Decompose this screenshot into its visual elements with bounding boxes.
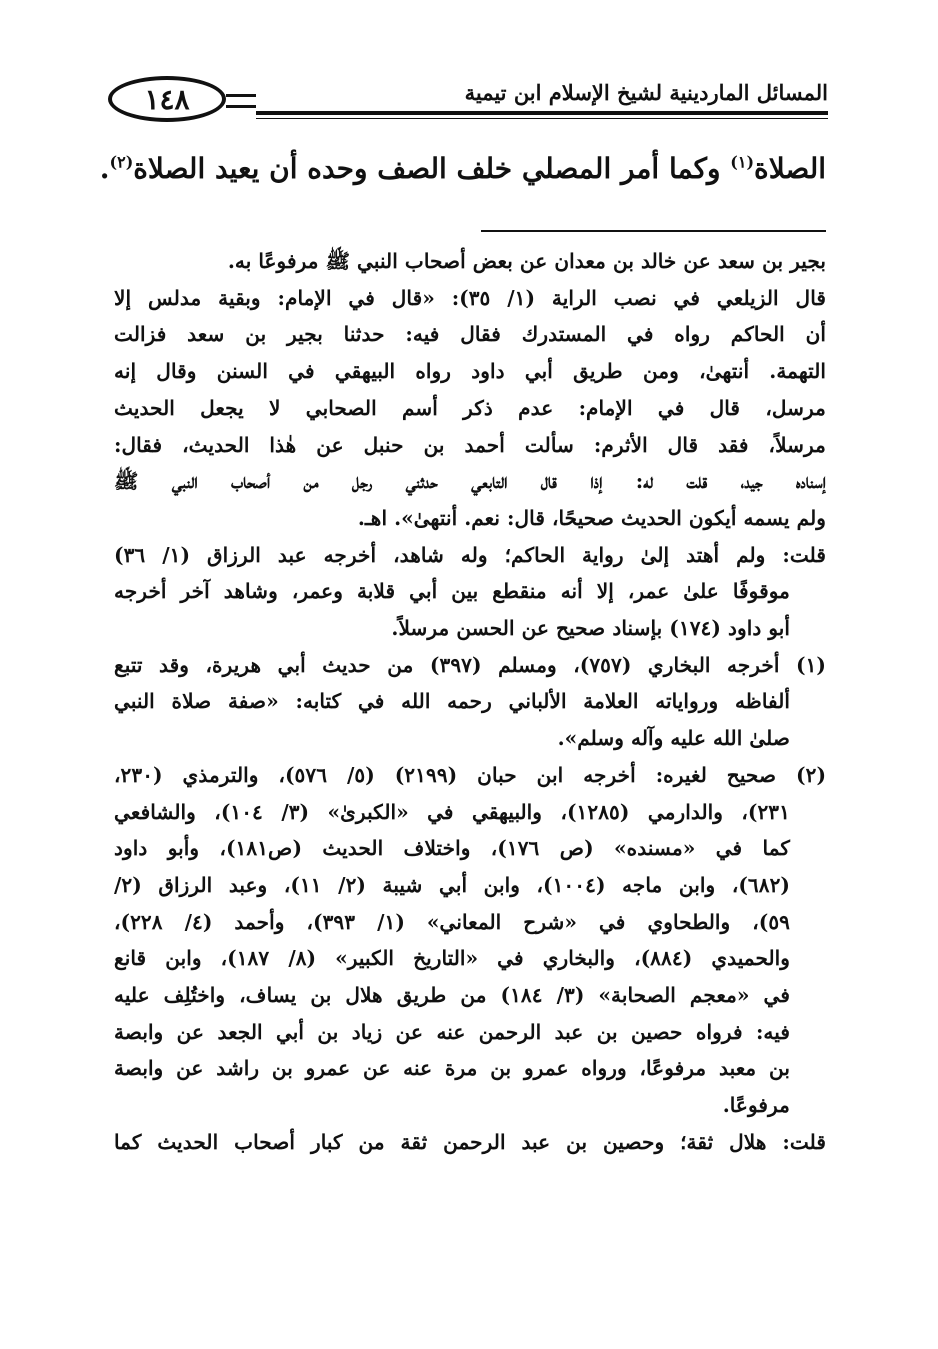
footnote-line: والحميدي (٨٨٤)، والبخاري في «التاريخ الكبير» (٨/ ١٨٧)، وابن قانع — [114, 946, 791, 971]
footnote-line: ولم يسمه أيكون الحديث صحيحًا، قال: نعم. أنتهىٰ». اهـ. — [357, 505, 826, 530]
footnote-line: بجير بن سعد عن خالد بن معدان عن بعض أصحاب النبي ﷺ مرفوعًا به. — [227, 249, 826, 273]
footnote-line: التهمة. أنتهىٰ، ومن طريق أبي داود رواه البيهقي في السنن وقال إنه — [114, 359, 826, 384]
main-text-end: . — [99, 152, 110, 185]
running-title: المسائل الماردينية لشيخ الإسلام ابن تيمية — [464, 80, 828, 105]
footnote-line: قلت: ولم أهتد إلىٰ رواية الحاكم؛ وله شاهد، أخرجه عبد الرزاق (١/ ٣٦) — [114, 542, 826, 567]
footnote-line: صلىٰ الله عليه وآله وسلم». — [557, 726, 790, 751]
footnote-line: ألفاظه ورواياته العلامة الألباني رحمه الله في كتابه: «صفة صلاة النبي — [114, 689, 790, 714]
footnote-line: (١) أخرجه البخاري (٧٥٧)، ومسلم (٣٩٧) من حديث أبي هريرة، وقد تتبع — [114, 652, 826, 677]
footnote-line: (٦٨٢)، وابن ماجه (١٠٠٤)، وابن أبي شيبة (٢/ ١١)، وعبد الرزاق (٢/ — [114, 872, 790, 897]
footnote-line: أن الحاكم رواه في المستدرك فقال فيه: حدثنا بجير بن سعد فزالت — [114, 322, 826, 347]
main-text-start: الصلاة — [754, 152, 826, 185]
footnote-ref-1: (١) — [730, 152, 755, 172]
footnote-line: إسناده جيد، قلت له: إذا قال التابعي حدثني رجل من أصحاب النبي ﷺ — [114, 469, 826, 494]
page-number-badge — [108, 76, 226, 122]
footnote-line: مرسل، قال في الإمام: عدم ذكر أسم الصحابي لا يجعل الحديث — [114, 395, 826, 420]
footnote-line: قال الزيلعي في نصب الراية (١/ ٣٥): «قال في الإمام: وبقية مدلس إلا — [114, 285, 826, 310]
page-number: ١٤٨ — [144, 82, 190, 116]
footnote-ref-2: (٢) — [109, 152, 134, 172]
footnote-line: قلت: هلال ثقة؛ وحصين بن عبد الرحمن ثقة من كبار أصحاب الحديث كما — [114, 1129, 826, 1154]
footnote-line: أبو داود (١٧٤) بإسناد صحيح عن الحسن مرسلاً. — [391, 616, 790, 641]
footnote-line: ٥٩)، والطحاوي في «شرح المعاني» (١/ ٣٩٣)، وأحمد (٤/ ٢٢٨)، — [114, 909, 791, 934]
footnote-separator — [481, 230, 826, 232]
footnote-line: ٢٣١)، والدارمي (١٢٨٥)، والبيهقي في «الكبرىٰ» (٣/ ١٠٤)، والشافعي — [114, 799, 790, 824]
footnote-line: فيه: فرواه حصين بن عبد الرحمن عنه عن زياد بن أبي الجعد عن وابصة — [114, 1019, 790, 1044]
footnote-line: في «معجم الصحابة» (٣/ ١٨٤) من طريق هلال بن يساف، واختُلِف عليه — [114, 983, 791, 1008]
footnote-line: موقوفًا علىٰ عمر، إلا أنه منقطع بين أبي قلابة وعمر، وشاهد آخر أخرجه — [114, 579, 790, 604]
main-text — [99, 152, 826, 185]
footnote-line: بن معبد مرفوعًا، ورواه عمرو بن مرة عنه عن عمرو بن راشد عن وابصة — [114, 1056, 790, 1081]
footnotes — [114, 243, 826, 1161]
footnote-line: مرسلاً، فقد قال الأثرم: سألت أحمد بن حنبل عن هٰذا الحديث، فقال: — [114, 432, 826, 457]
footnote-line: مرفوعًا. — [722, 1093, 790, 1118]
footnote-line: (٢) صحيح لغيره: أخرجه ابن حبان (٢١٩٩) (٥/ ٥٧٦)، والترمذي (٢٣٠، — [114, 762, 826, 787]
header-ornament — [226, 94, 256, 108]
footnote-line: كما في «مسنده» (ص ١٧٦)، واختلاف الحديث (ص١٨١)، وأبو داود — [114, 836, 790, 861]
main-text-middle: وكما أمر المصلي خلف الصف وحده أن يعيد الصلاة — [133, 152, 731, 185]
page-header — [108, 76, 828, 126]
header-rule — [256, 111, 828, 119]
